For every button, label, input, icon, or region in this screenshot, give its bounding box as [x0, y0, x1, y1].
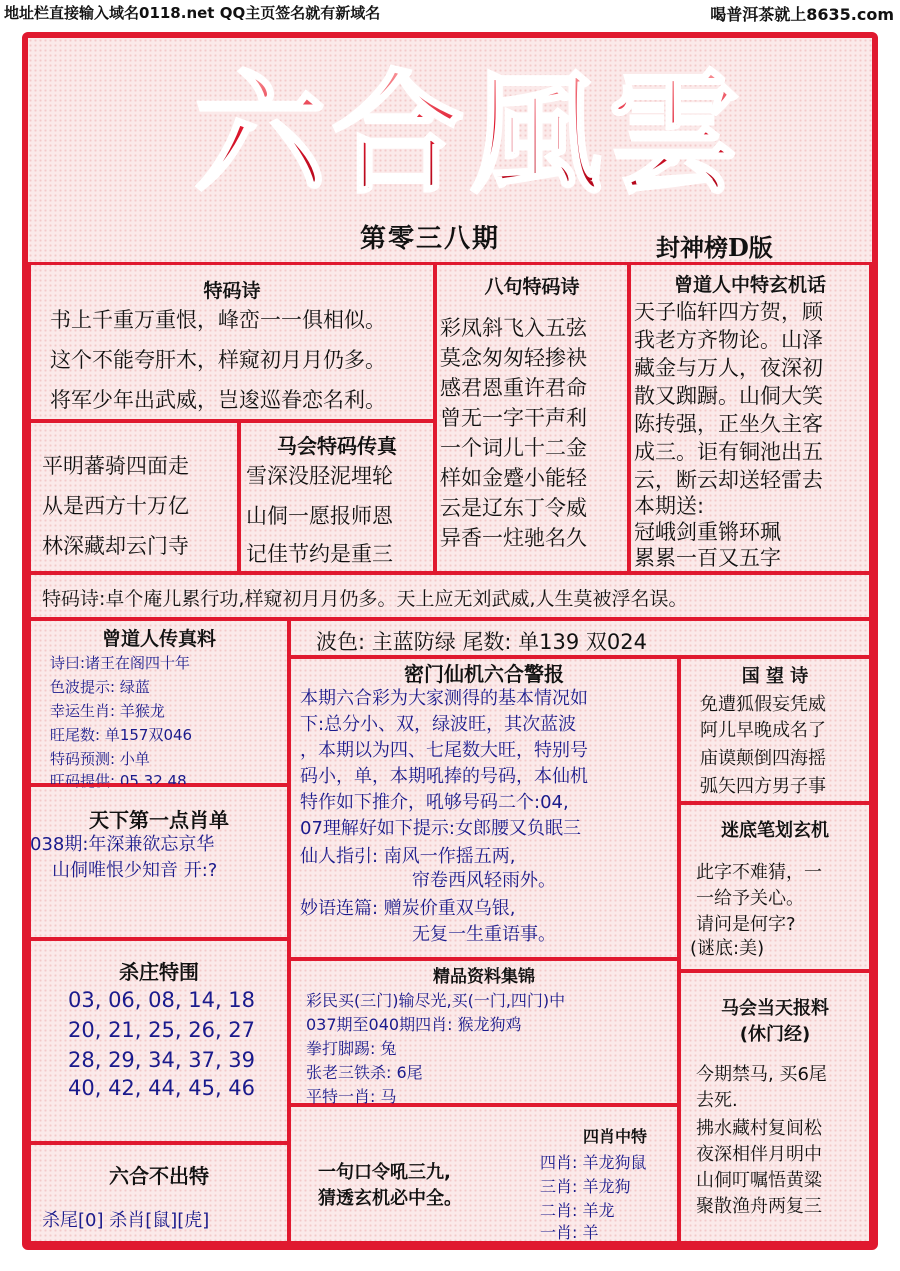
shazhuang-title: 杀庄特围 [119, 960, 199, 984]
slogan-line-2: 猜透玄机必中全。 [318, 1188, 462, 1209]
title-text: 六合風雲 [194, 58, 746, 208]
secret-title: 密门仙机六合警报 [404, 662, 564, 686]
secret-line-4: 码小，单，本期吼捧的号码，本仙机 [300, 766, 588, 787]
poem-line-1: 书上千重万重恨，峰峦一一俱相似。 [50, 308, 386, 332]
zeng-fax-line-2: 色波提示: 绿蓝 [50, 678, 150, 696]
mahui-today-line-6: 聚散渔舟两复三 [696, 1196, 822, 1217]
secret-line-9: 妙语连篇: 赠炭价重双乌银, [300, 898, 516, 919]
wave-line: 波色: 主蓝防绿 尾数: 单139 双024 [316, 630, 648, 654]
sixiao-line-1: 四肖: 羊龙狗鼠 [540, 1153, 647, 1172]
mishi-line-4: (谜底:美) [690, 938, 765, 959]
pingming-line-1: 平明蕃骑四面走 [42, 454, 189, 478]
secret-line-5: 特作如下推介，吼够号码二个:04, [300, 792, 569, 813]
zeng-fax-line-1: 诗曰:诸王在阁四十年 [50, 654, 191, 672]
wide-poem-line: 特码诗:卓个庵儿累行功,样窥初月月仍多。天上应无刘武威,人生莫被浮名误。 [42, 588, 688, 610]
eight-line-7: 云是辽东丁令威 [440, 496, 587, 520]
zeng-line-6: 成三。讵有铜池出五 [634, 440, 823, 464]
mishi-line-2: 一给予关心。 [696, 888, 804, 909]
slogan-line-1: 一句口令吼三九, [318, 1162, 451, 1183]
zeng-line-1: 天子临轩四方贺，顾 [634, 300, 823, 324]
jingpin-line-3: 拳打脚踢: 兔 [306, 1039, 397, 1058]
mahui-line-2: 山侗一愿报师恩 [246, 504, 393, 528]
guowang-line-2: 阿儿早晚成名了 [700, 720, 826, 741]
mahui-today-line-1: 今期禁马, 买6尾 [696, 1064, 827, 1085]
tianxia-line-1: 038期:年深兼欲忘京华 [30, 834, 215, 855]
eight-line-5: 一个词儿十二金 [440, 436, 587, 460]
mahui-today-line-4: 夜深相伴月明中 [696, 1144, 822, 1165]
secret-line-2: 下:总分小、双，绿波旺，其次蓝波 [300, 714, 577, 735]
poem-line-3: 将军少年出武威，岂逡巡眷恋名利。 [50, 388, 386, 412]
edition-label: 封神榜D版 [656, 233, 773, 262]
mahui-today-line-3: 拂水藏村复间松 [696, 1118, 822, 1139]
secret-line-6: 07理解好如下提示:女郎腰又负眠三 [300, 818, 581, 839]
sixiao-line-3: 二肖: 羊龙 [540, 1201, 615, 1220]
eight-line-6: 样如金蹙小能轻 [440, 466, 587, 490]
jingpin-line-2: 037期至040期四肖: 猴龙狗鸡 [306, 1015, 522, 1034]
tianxia-title: 天下第一点肖单 [89, 808, 229, 832]
eight-line-8: 异香一炷驰名久 [440, 526, 587, 550]
sixiao-line-4: 一肖: 羊 [540, 1223, 599, 1242]
zeng-line-3: 藏金与万人，夜深初 [634, 356, 823, 380]
eight-line-3: 感君恩重许君命 [440, 376, 587, 400]
mahui-line-3: 记佳节约是重三 [246, 542, 393, 566]
eight-title: 八句特码诗 [484, 276, 580, 298]
zeng-line-7: 云，断云却送轻雷去 [634, 468, 823, 492]
shazhuang-line-3: 28, 29, 34, 37, 39 [68, 1048, 256, 1072]
jingpin-line-5: 平特一肖: 马 [306, 1087, 397, 1106]
mishi-line-1: 此字不难猜，一 [696, 862, 822, 883]
zeng-line-9: 冠峨剑重锵环珮 [634, 520, 781, 544]
secret-line-3: ，本期以为四、七尾数大旺，特别号 [300, 740, 588, 761]
site-ad: 喝普洱茶就上8635.com [710, 5, 894, 24]
jingpin-title: 精品资料集锦 [433, 967, 535, 987]
jingpin-line-1: 彩民买(三门)输尽光,买(一门,四门)中 [306, 991, 566, 1010]
zeng-fax-title: 曾道人传真料 [101, 628, 216, 650]
eight-line-2: 莫念匆匆轻掺袂 [440, 346, 587, 370]
zeng-line-8: 本期送: [634, 494, 705, 518]
mishi-line-3: 请问是何字? [696, 914, 796, 935]
shazhuang-line-4: 40, 42, 44, 45, 46 [68, 1076, 256, 1100]
mahui-today-line-5: 山侗叮嘱悟黄粱 [696, 1170, 822, 1191]
guowang-line-1: 免遭狐假妄凭威 [700, 694, 826, 715]
tianxia-line-2: 山侗唯恨少知音 开:? [52, 860, 218, 881]
mahui-today-title: 马会当天报料 [721, 998, 829, 1019]
zeng-title: 曾道人中特玄机话 [673, 274, 826, 296]
guowang-line-3: 庙谟颠倒四海摇 [700, 748, 826, 769]
zeng-fax-line-4: 旺尾数: 单157双046 [50, 726, 193, 744]
issue-number: 第零三八期 [360, 224, 501, 254]
eight-line-4: 曾无一字干声利 [440, 406, 587, 430]
mahui-today-subtitle: (休门经) [739, 1024, 811, 1045]
shazhuang-line-1: 03, 06, 08, 14, 18 [68, 988, 256, 1012]
title-logo [160, 58, 780, 208]
mahui-title: 马会特码传真 [277, 434, 397, 458]
zeng-fax-line-3: 幸运生肖: 羊猴龙 [50, 702, 165, 720]
zeng-fax-line-5: 特码预测: 小单 [50, 750, 150, 768]
buchu-line: 杀尾[0] 杀肖[鼠][虎] [42, 1210, 210, 1231]
sixiao-line-2: 三肖: 羊龙狗 [540, 1177, 631, 1196]
poem-title: 特码诗 [203, 280, 261, 302]
zeng-line-10: 累累一百又五字 [634, 546, 781, 570]
zeng-line-2: 我老方齐物论。山泽 [634, 328, 823, 352]
buchu-title: 六合不出特 [109, 1164, 209, 1188]
secret-line-7: 仙人指引: 南风一作摇五两, [300, 846, 516, 867]
top-banner [0, 0, 900, 26]
site-notice: 地址栏直接输入域名0118.net QQ主页签名就有新域名 [4, 4, 381, 22]
secret-line-1: 本期六合彩为大家测得的基本情况如 [300, 688, 588, 709]
guowang-line-4: 弧矢四方男子事 [700, 776, 826, 797]
pingming-line-2: 从是西方十万亿 [42, 494, 189, 518]
zeng-line-4: 散又踟蹰。山侗大笑 [634, 384, 823, 408]
secret-line-10: 无复一生重语事。 [412, 924, 556, 945]
title-svg [160, 58, 780, 208]
secret-line-8: 帘卷西风轻雨外。 [412, 870, 556, 891]
guowang-title: 国 望 诗 [741, 666, 809, 687]
poem-line-2: 这个不能夸肝木，样窥初月月仍多。 [50, 348, 386, 372]
shazhuang-line-2: 20, 21, 25, 26, 27 [68, 1018, 256, 1042]
zeng-fax-line-6: 旺码提供: 05 32 48 [50, 772, 187, 790]
mahui-today-line-2: 去死. [696, 1090, 738, 1111]
eight-line-1: 彩凤斜飞入五弦 [440, 316, 587, 340]
pingming-line-3: 林深藏却云门寺 [42, 534, 189, 558]
jingpin-line-4: 张老三铁杀: 6尾 [306, 1063, 423, 1082]
sixiao-title: 四肖中特 [582, 1127, 647, 1146]
zeng-line-5: 陈抟强，正坐久主客 [634, 412, 823, 436]
mahui-line-1: 雪深没胫泥埋轮 [246, 464, 393, 488]
mishi-title: 迷底笔划玄机 [721, 820, 829, 841]
